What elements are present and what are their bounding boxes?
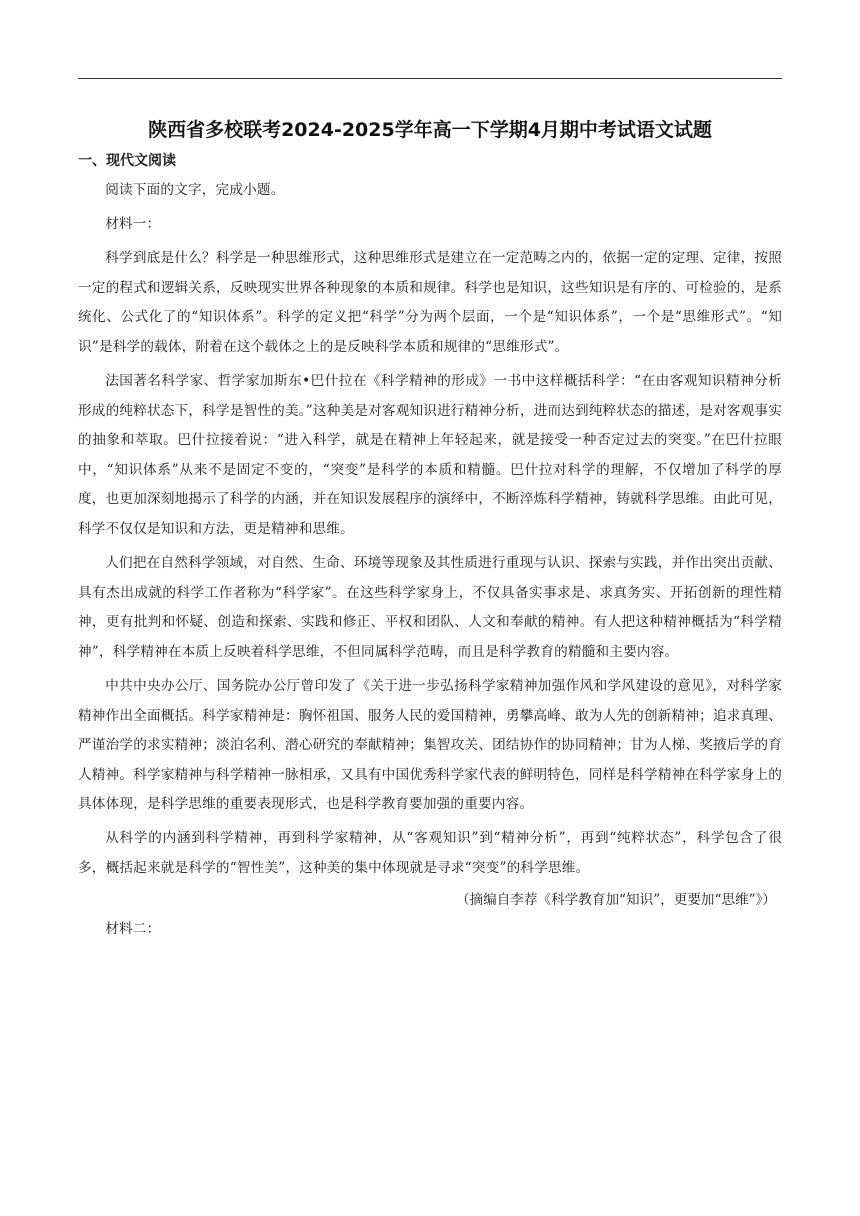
document-title: 陕西省多校联考2024-2025学年高一下学期4月期中考试语文试题 <box>148 119 712 141</box>
paragraph: 科学到底是什么？科学是一种思维形式，这种思维形式是建立在一定范畴之内的，依据一定的定理、定律，按照一定的程式和逻辑关系，反映现实世界各种现象的本质和规律。科学也是知识，这些知识是有序的、可检验的，是系统化、公式化了的“知识体系”。科学的定义把“科学”分为两个层面，一个是“知识体系”，一个是“思维形式”。“知识”是科学的载体，附着在这个载体之上的是反映科学本质和规律的“思维形式”。 <box>78 250 782 355</box>
paragraph: 人们把在自然科学领域，对自然、生命、环境等现象及其性质进行重现与认识、探索与实践，并作出突出贡献、具有杰出成就的科学工作者称为“科学家”。在这些科学家身上，不仅具备实事求是、求真务实、开拓创新的理性精神，更有批判和怀疑、创造和探索、实践和修正、平权和团队、人文和奉献的精神。有人把这种精神概括为“科学精神”，科学精神在本质上反映着科学思维，不但同属科学范畴，而且是科学教育的精髓和主要内容。 <box>78 555 782 660</box>
source-citation: （摘编自李荐《科学教育加“知识”，更要加“思维”》） <box>455 891 776 908</box>
material-two-label: 材料二： <box>105 921 161 938</box>
document-body <box>78 148 782 945</box>
instruction-text: 阅读下面的文字，完成小题。 <box>105 182 285 198</box>
material-one-label: 材料一： <box>105 216 161 233</box>
header-rule <box>78 78 782 79</box>
paragraph: 中共中央办公厅、国务院办公厅曾印发了《关于进一步弘扬科学家精神加强作风和学风建设的意见》，对科学家精神作出全面概括。科学家精神是：胸怀祖国、服务人民的爱国精神，勇攀高峰、敢为人先的创新精神；追求真理、严谨治学的求实精神；淡泊名利、潜心研究的奉献精神；集智攻关、团结协作的协同精神；甘为人梯、奖掖后学的育人精神。科学家精神与科学精神一脉相承，又具有中国优秀科学家代表的鲜明特色，同样是科学精神在科学家身上的具体体现，是科学思维的重要表现形式，也是科学教育要加强的重要内容。 <box>78 678 782 813</box>
paragraph: 法国著名科学家、哲学家加斯东•巴什拉在《科学精神的形成》一书中这样概括科学：“在由客观知识精神分析形成的纯粹状态下，科学是智性的美。”这种美是对客观知识进行精神分析，进而达到纯粹状态的描述，是对客观事实的抽象和萃取。巴什拉接着说：“进入科学，就是在精神上年轻起来，就是接受一种否定过去的突变。”在巴什拉眼中，“知识体系”从来不是固定不变的，“突变”是科学的本质和精髓。巴什拉对科学的理解，不仅增加了科学的厚度，也更加深刻地揭示了科学的内涵，并在知识发展程序的演绎中，不断淬炼科学精神，铸就科学思维。由此可见，科学不仅仅是知识和方法，更是精神和思维。 <box>78 373 782 538</box>
section-heading: 一、现代文阅读 <box>78 153 176 169</box>
paragraph: 从科学的内涵到科学精神，再到科学家精神，从“客观知识”到“精神分析”，再到“纯粹状态”，科学包含了很多，概括起来就是科学的“智性美”，这种美的集中体现就是寻求“突变”的科学思维。 <box>78 830 782 877</box>
